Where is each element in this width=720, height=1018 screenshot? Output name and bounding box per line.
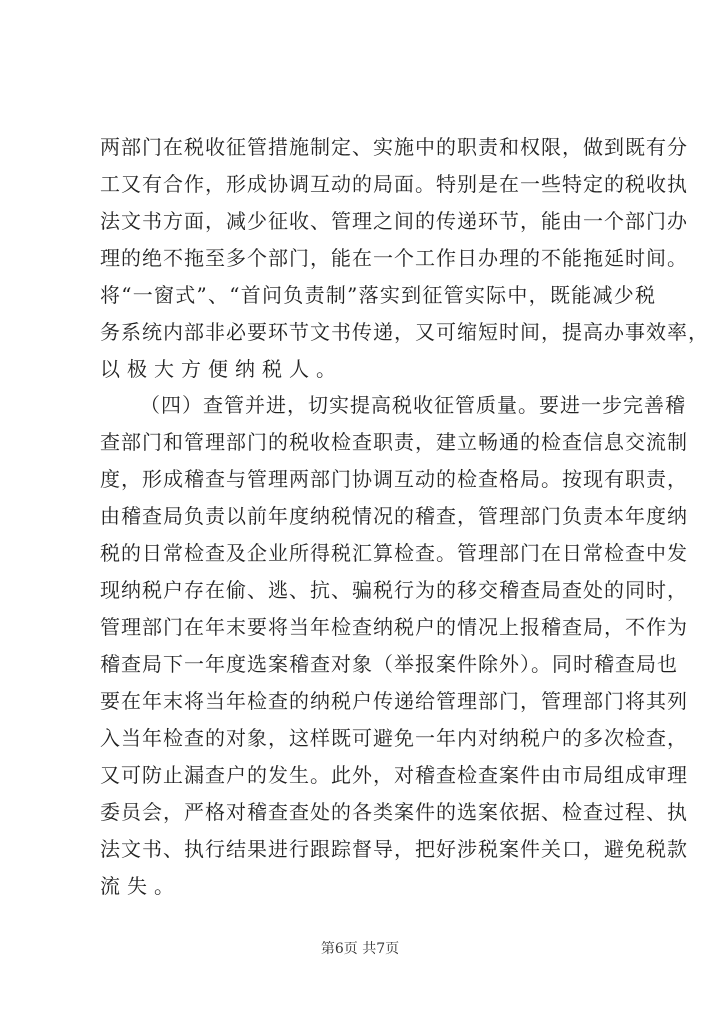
- text-line: 工又有合作，形成协调互动的局面。特别是在一些特定的税收执: [100, 172, 688, 196]
- page-number-footer: 第6页 共7页: [320, 941, 400, 957]
- text-line: 委员会，严格对稽查查处的各类案件的选案依据、检查过程、执: [100, 800, 688, 824]
- text-line: 入当年检查的对象，这样既可避免一年内对纳税户的多次检查，: [100, 726, 688, 750]
- text-line: 流失。: [100, 874, 181, 898]
- text-line: 务系统内部非必要环节文书传递，又可缩短时间，提高办事效率，: [100, 320, 709, 344]
- text-line: 税的日常检查及企业所得税汇算检查。管理部门在日常检查中发: [100, 541, 688, 565]
- text-line: 管理部门在年末要将当年检查纳税户的情况上报稽查局，不作为: [100, 615, 688, 639]
- text-line: 将“一窗式”、“首问负责制”落实到征管实际中，既能减少税: [100, 283, 656, 307]
- text-line: （四）查管并进，切实提高税收征管质量。要进一步完善稽: [140, 393, 686, 417]
- text-line: 两部门在税收征管措施制定、实施中的职责和权限，做到既有分: [100, 135, 688, 159]
- text-line: 由稽查局负责以前年度纳税情况的稽查，管理部门负责本年度纳: [100, 504, 688, 528]
- text-line: 度，形成稽查与管理两部门协调互动的检查格局。按现有职责，: [100, 467, 688, 491]
- text-line: 稽查局下一年度选案稽查对象（举报案件除外）。同时稽查局也: [100, 652, 678, 676]
- text-line: 要在年末将当年检查的纳税户传递给管理部门，管理部门将其列: [100, 689, 688, 713]
- text-line: 查部门和管理部门的税收检查职责，建立畅通的检查信息交流制: [100, 430, 688, 454]
- text-line: 以极大方便纳税人。: [100, 357, 343, 381]
- text-line: 现纳税户存在偷、逃、抗、骗税行为的移交稽查局查处的同时，: [100, 578, 688, 602]
- text-line: 法文书、执行结果进行跟踪督导，把好涉税案件关口，避免税款: [100, 837, 688, 861]
- text-line: 理的绝不拖至多个部门，能在一个工作日办理的不能拖延时间。: [100, 246, 688, 270]
- text-line: 法文书方面，减少征收、管理之间的传递环节，能由一个部门办: [100, 209, 688, 233]
- text-line: 又可防止漏查户的发生。此外，对稽查检查案件由市局组成审理: [100, 763, 688, 787]
